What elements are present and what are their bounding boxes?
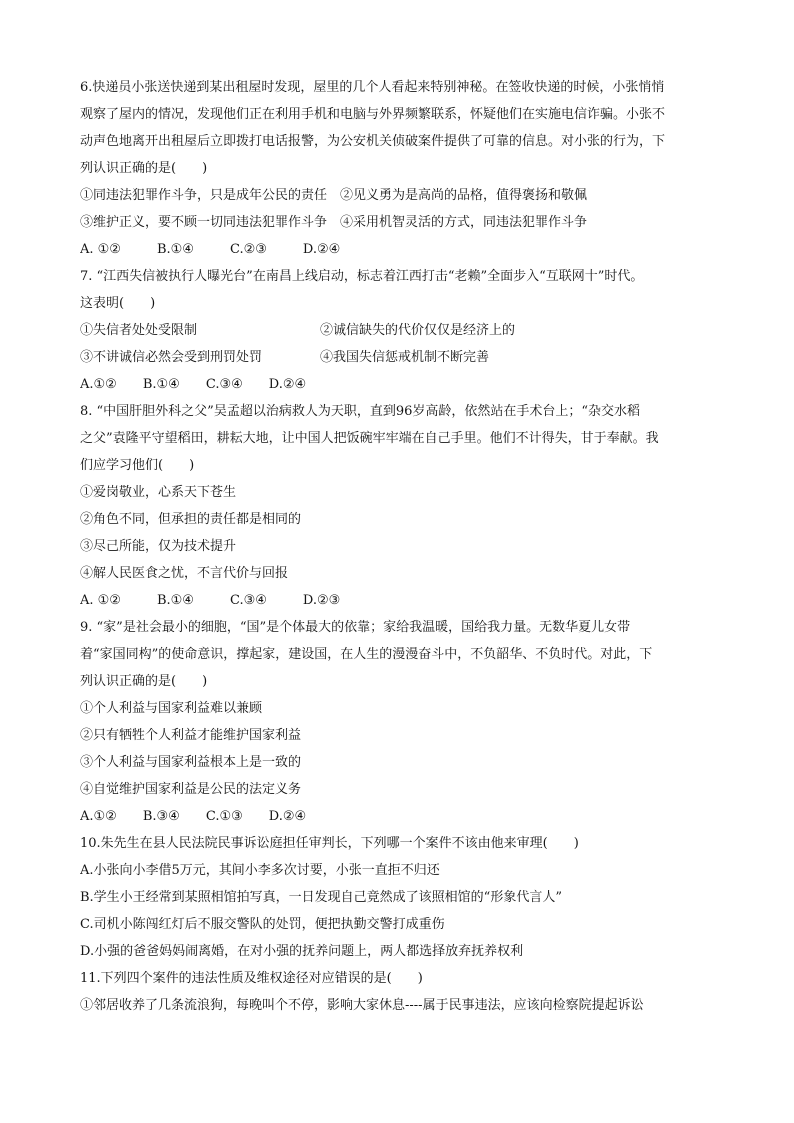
question-7-statements-row [80,344,730,371]
question-9 [80,614,730,830]
question-8-statement: ③尽己所能，仅为技术提升 [80,539,237,554]
question-11 [80,965,730,1019]
option-b: B.①④ [156,593,194,608]
question-6-stem-line: 观察了屋内的情况，发现他们正在利用手机和电脑与外界频繁联系，怀疑他们在实施电信诈骗。小张不 [80,107,666,122]
option-d: D.②④ [268,809,307,824]
option-d: D.②④ [302,242,341,257]
exam-content [80,74,730,1019]
statement-1: ①失信者处处受限制 [80,323,198,338]
statement-2: ②诚信缺失的代价仅仅是经济上的 [320,323,516,338]
option-d: D.②④ [268,377,307,392]
question-7 [80,263,730,398]
option-c: C.②③ [229,242,267,257]
option-a: A. ①② [80,593,121,608]
question-10-choice-b: B.学生小王经常到某照相馆拍写真，一日发现自己竟然成了该照相馆的“形象代言人” [80,890,562,905]
question-7-stem-line: 这表明( ) [80,296,156,311]
option-a: A.①② [80,809,117,824]
statement-3: ③不讲诚信必然会受到刑罚处罚 [80,350,263,365]
question-8-statement: ②角色不同，但承担的责任都是相同的 [80,512,302,527]
question-9-statement: ④自觉维护国家利益是公民的法定义务 [80,782,302,797]
statement-4: ④我国失信惩戒机制不断完善 [320,350,490,365]
question-9-stem-line: 列认识正确的是( ) [80,674,208,689]
question-11-statement: ①邻居收养了几条流浪狗，每晚叫个不停，影响大家休息----属于民事违法，应该向检察院提起诉讼 [80,998,644,1013]
question-11-stem-line: 11.下列四个案件的违法性质及维权途径对应错误的是( ) [80,971,423,986]
option-a: A. ①② [80,242,121,257]
question-8 [80,398,730,614]
question-8-stem-line: 之父”袁隆平守望稻田，耕耘大地，让中国人把饭碗牢牢端在自己手里。他们不计得失，甘于奉献。我 [80,431,659,446]
question-9-stem-line: 9. “家”是社会最小的细胞，“国”是个体最大的依靠；家给我温暖，国给我力量。无数华夏儿女带 [80,620,631,635]
option-c: C.③④ [229,593,267,608]
option-c: C.③④ [205,377,243,392]
option-a: A.①② [80,377,117,392]
question-9-stem-line: 着“家国同构”的使命意识，撑起家，建设国，在人生的漫漫奋斗中，不负韶华、不负时代。对此，下 [80,647,653,662]
question-6-stem-line: 6.快递员小张送快递到某出租屋时发现，屋里的几个人看起来特别神秘。在签收快递的时候，小张悄悄 [80,80,665,95]
question-10-choice-d: D.小强的爸爸妈妈闹离婚，在对小强的抚养问题上，两人都选择放弃抚养权利 [80,944,524,959]
question-6 [80,74,730,263]
question-6-stem-line: 动声色地离开出租屋后立即拨打电话报警，为公安机关侦破案件提供了可靠的信息。对小张的行为，下 [80,134,666,149]
question-7-statements-row [80,317,730,344]
question-6-options [80,236,730,263]
option-d: D.②③ [302,593,341,608]
question-8-statement: ①爱岗敬业，心系天下苍生 [80,485,237,500]
question-8-stem-line: 8. “中国肝胆外科之父”吴孟超以治病救人为天职，直到96岁高龄，依然站在手术台上；“杂交水稻 [80,404,641,419]
question-10 [80,830,730,965]
option-b: B.③④ [142,809,180,824]
question-9-statement: ②只有牺牲个人利益才能维护国家利益 [80,728,302,743]
question-6-statements-line: ③维护正义，要不顾一切同违法犯罪作斗争 ④采用机智灵活的方式，同违法犯罪作斗争 [80,215,588,230]
question-8-options [80,587,730,614]
question-7-options [80,371,730,398]
question-10-stem-line: 10.朱先生在县人民法院民事诉讼庭担任审判长，下列哪一个案件不该由他来审理( ) [80,836,579,851]
question-10-choice-c: C.司机小陈闯红灯后不服交警队的处罚，便把执勤交警打成重伤 [80,917,445,932]
question-9-statement: ①个人利益与国家利益难以兼顾 [80,701,263,716]
question-7-stem-line: 7. “江西失信被执行人曝光台”在南昌上线启动，标志着江西打击“老赖”全面步入“互联网十”时代。 [80,269,644,284]
question-9-statement: ③个人利益与国家利益根本上是一致的 [80,755,302,770]
question-6-statements-line: ①同违法犯罪作斗争，只是成年公民的责任 ②见义勇为是高尚的品格，值得褒扬和敬佩 [80,188,588,203]
question-8-stem-line: 们应学习他们( ) [80,458,195,473]
question-6-stem-line: 列认识正确的是( ) [80,161,208,176]
option-b: B.①④ [142,377,180,392]
option-b: B.①④ [156,242,194,257]
option-c: C.①③ [205,809,243,824]
question-8-statement: ④解人民医食之忧，不言代价与回报 [80,566,289,581]
question-10-choice-a: A.小张向小李借5万元，其间小李多次讨要，小张一直拒不归还 [80,863,440,878]
question-9-options [80,803,730,830]
